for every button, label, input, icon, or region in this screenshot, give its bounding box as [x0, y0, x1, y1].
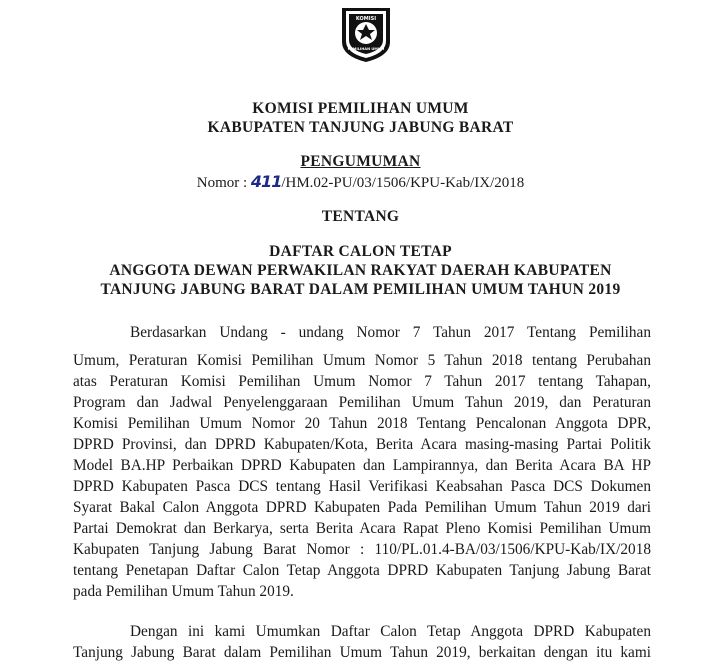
announcement-title: PENGUMUMAN — [300, 153, 421, 170]
header-line-2: KABUPATEN TANJUNG JABUNG BARAT — [207, 119, 514, 136]
paragraph-line: Program dan Jadwal Penyelenggaraan Pemilihan Umum Tahun 2019, dan Peraturan — [73, 394, 651, 411]
announcement-number — [0, 172, 721, 192]
handwritten-number: 411 — [250, 172, 282, 191]
paragraph-line: pada Pemilihan Umum Tahun 2019. — [73, 583, 294, 600]
paragraph-line: Kabupaten Tanjung Jabung Barat Nomor : 110/PL.01.4-BA/03/1506/KPU-Kab/IX/2018 — [73, 541, 651, 558]
paragraph-line: Berdasarkan Undang - undang Nomor 7 Tahun 2017 Tentang Pemilihan — [130, 324, 651, 341]
paragraph-line: Model BA.HP Perbaikan DPRD Kabupaten dan Lampirannya, dan Berita Acara BA HP — [73, 457, 651, 474]
paragraph-line: DPRD Kabupaten Pasca DCS tentang Hasil Verifikasi Keabsahan Pasca DCS Dokumen — [73, 478, 651, 495]
header-line-1: KOMISI PEMILIHAN UMUM — [252, 100, 469, 117]
number-prefix: Nomor : — [196, 175, 251, 191]
subject-line-2: ANGGOTA DEWAN PERWAKILAN RAKYAT DAERAH KABUPATEN — [109, 262, 612, 279]
paragraph-line: Syarat Bakal Calon Anggota DPRD Kabupaten Pada Pemilihan Umum Tahun 2019 dari — [73, 499, 651, 516]
logo-top-text: KOMISI — [355, 16, 377, 22]
subject-line-1: DAFTAR CALON TETAP — [269, 243, 452, 260]
paragraph-line: DPRD Provinsi, dan DPRD Kabupaten/Kota, Berita Acara masing-masing Partai Politik — [73, 436, 651, 453]
subject-line-3: TANJUNG JABUNG BARAT DALAM PEMILIHAN UMUM TAHUN 2019 — [100, 281, 621, 298]
about-heading: TENTANG — [321, 208, 400, 225]
paragraph-line: Komisi Pemilihan Umum Nomor 20 Tahun 2018 Tentang Pencalonan Anggota DPR, — [73, 415, 651, 432]
paragraph-line: tentang Penetapan Daftar Calon Tetap Anggota DPRD Kabupaten Tanjung Jabung Barat — [73, 562, 651, 579]
paragraph-line: atas Peraturan Komisi Pemilihan Umum Nomor 7 Tahun 2017 tentang Tahapan, — [73, 373, 651, 390]
kpu-logo — [338, 6, 394, 64]
paragraph-line: Partai Demokrat dan Berkarya, serta Berita Acara Rapat Pleno Komisi Pemilihan Umum — [73, 520, 651, 537]
paragraph-line: Umum, Peraturan Komisi Pemilihan Umum Nomor 5 Tahun 2018 tentang Perubahan — [73, 352, 651, 369]
paragraph-line: Dengan ini kami Umumkan Daftar Calon Tetap Anggota DPRD Kabupaten — [130, 623, 651, 640]
number-suffix: /HM.02-PU/03/1506/KPU-Kab/IX/2018 — [281, 175, 525, 191]
paragraph-line: Tanjung Jabung Barat dalam Pemilihan Umum Tahun 2019, berkaitan dengan itu kami — [73, 644, 651, 661]
logo-bottom-text: PEMILIHAN UMUM — [347, 47, 385, 51]
